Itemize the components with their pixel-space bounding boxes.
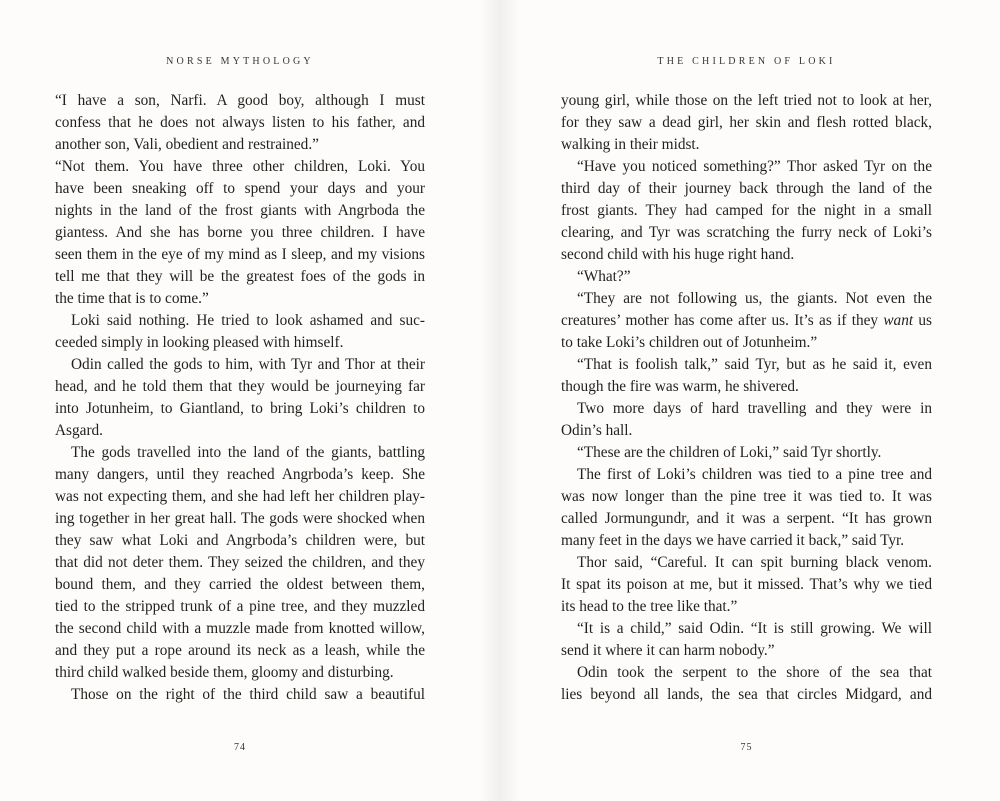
text-line: “They are not following us, the giants. Not even the (577, 290, 932, 307)
text-line: “Have you noticed something?” Thor asked Tyr on the (577, 158, 932, 175)
text-line: nights in the land of the frost giants with Angrboda the (55, 202, 425, 219)
text-line: called Jormungundr, and it was a serpent. “It has grown (561, 510, 932, 527)
text-line: many feet in the days we have carried it back,” said Tyr. (561, 532, 905, 549)
emphasis-text: want (883, 312, 914, 329)
text-line: send it where it can harm nobody.” (561, 642, 775, 659)
text-line: “What?” (577, 268, 631, 285)
text-line: Odin’s hall. (561, 422, 633, 439)
text-line: head, and he told them that they would be journeying far (55, 378, 425, 395)
text-line: Odin called the gods to him, with Tyr and Thor at their (71, 356, 425, 373)
text-line: creatures’ mother has come after us. It’s as if they want us (561, 312, 932, 329)
book-gutter (480, 0, 520, 801)
text-line: “Not them. You have three other children, Loki. You (55, 158, 425, 175)
text-line: that did not deter them. They seized the children, and they (55, 554, 425, 571)
text-line: Loki said nothing. He tried to look ashamed and suc- (71, 312, 425, 329)
text-line: Thor said, “Careful. It can spit burning black venom. (577, 554, 932, 571)
text-line: though the fire was warm, he shivered. (561, 378, 799, 395)
text-line: giantess. And she has borne you three children. I have (55, 224, 425, 241)
right-page-text (561, 90, 932, 706)
text-line: frost giants. They had camped for the night in a small (561, 202, 932, 219)
text-line: and they put a rope around its neck as a leash, while the (55, 642, 425, 659)
text-line: clearing, and Tyr was scratching the furry neck of Loki’s (561, 224, 932, 241)
text-line: walking in their midst. (561, 136, 700, 153)
text-line: tell me that they will be the greatest foes of the gods in (55, 268, 425, 285)
text-line: Two more days of hard travelling and they were in (577, 400, 932, 417)
text-line: the time that is to come.” (55, 290, 209, 307)
running-head-left: NORSE MYTHOLOGY (166, 56, 314, 67)
text-line: “I have a son, Narfi. A good boy, although I must (55, 92, 425, 109)
text-line: Those on the right of the third child saw a beautiful (71, 686, 425, 703)
text-line: was now longer than the pine tree it was tied to. It was (561, 488, 932, 505)
text-line: second child with his huge right hand. (561, 246, 795, 263)
page-number-right: 75 (740, 742, 753, 753)
text-line: tied to the stripped trunk of a pine tree, and they muzzled (55, 598, 425, 615)
text-line: Asgard. (55, 422, 104, 439)
text-line: The gods travelled into the land of the giants, battling (71, 444, 425, 461)
text-line: third day of their journey back through the land of the (561, 180, 932, 197)
text-line: Odin took the serpent to the shore of the sea that (577, 664, 932, 681)
text-line: seen them in the eye of my mind as I sleep, and my visions (55, 246, 425, 263)
text-line: another son, Vali, obedient and restrained.” (55, 136, 319, 153)
page-number-left: 74 (234, 742, 246, 753)
text-line: have been sneaking off to spend your days and your (55, 180, 425, 197)
text-line: The first of Loki’s children was tied to a pine tree and (577, 466, 932, 483)
left-page-text (55, 90, 425, 706)
text-line: was not expecting them, and she had left her children play- (55, 488, 425, 505)
text-line: “These are the children of Loki,” said Tyr shortly. (577, 444, 882, 461)
text-line: they saw what Loki and Angrboda’s children were, but (55, 532, 425, 549)
text-line: “That is foolish talk,” said Tyr, but as he said it, even (577, 356, 932, 373)
text-line: bound them, and they carried the oldest between them, (55, 576, 425, 593)
text-line: “It is a child,” said Odin. “It is still growing. We will (577, 620, 932, 637)
text-line: the second child with a muzzle made from knotted willow, (55, 620, 425, 637)
text-line: into Jotunheim, to Giantland, to bring Loki’s children to (55, 400, 425, 417)
text-line: ceeded simply in looking pleased with himself. (55, 334, 344, 351)
left-page (55, 0, 425, 801)
right-page (561, 0, 932, 801)
text-line: third child walked beside them, gloomy and disturbing. (55, 664, 394, 681)
text-line: for they saw a dead girl, her skin and flesh rotted black, (561, 114, 932, 131)
text-line: ing together in her great hall. The gods were shocked when (55, 510, 425, 527)
running-head-right: THE CHILDREN OF LOKI (657, 56, 836, 67)
text-line: It spat its poison at me, but it missed. That’s why we tied (561, 576, 932, 593)
text-line: many dangers, until they reached Angrboda’s keep. She (55, 466, 425, 483)
text-line: to take Loki’s children out of Jotunheim.” (561, 334, 818, 351)
text-line: its head to the tree like that.” (561, 598, 738, 615)
text-line: young girl, while those on the left tried not to look at her, (561, 92, 932, 109)
text-line: confess that he does not always listen to his father, and (55, 114, 425, 131)
text-line: lies beyond all lands, the sea that circles Midgard, and (561, 686, 932, 703)
